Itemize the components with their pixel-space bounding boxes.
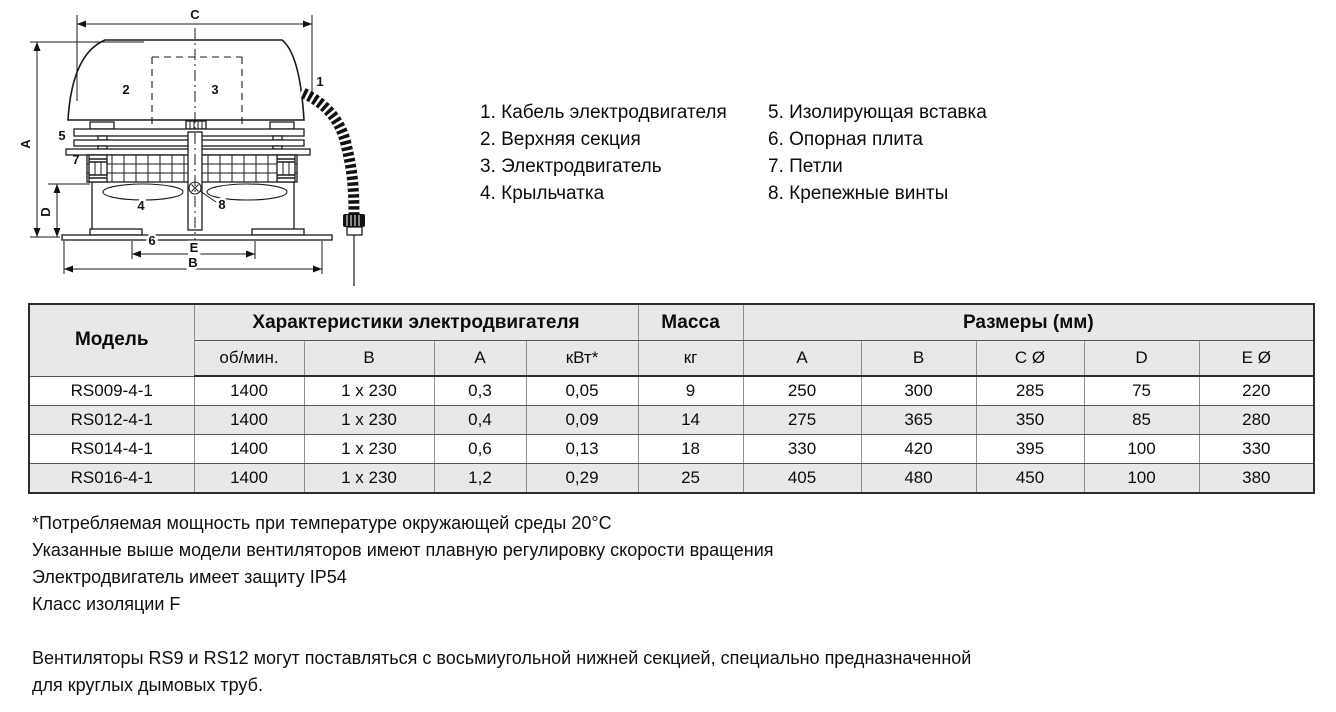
cell: 85 <box>1084 406 1199 435</box>
cell: 275 <box>743 406 861 435</box>
legend-item: 8. Крепежные винты <box>768 183 949 204</box>
cell: 0,3 <box>434 376 526 406</box>
cell-model: RS009-4-1 <box>29 376 194 406</box>
cell: 75 <box>1084 376 1199 406</box>
legend-item: 4. Крыльчатка <box>480 183 605 204</box>
spec-table <box>28 303 1315 494</box>
part-label-7: 7 <box>72 152 80 167</box>
cell: 380 <box>1199 464 1314 494</box>
dim-label-D: D <box>38 207 53 217</box>
part-label-8: 8 <box>218 197 226 212</box>
cell: 285 <box>976 376 1084 406</box>
parts-legend-col2 <box>768 99 987 207</box>
table-row <box>29 464 1314 494</box>
col-header-dim-d: D <box>1084 341 1199 377</box>
col-header-amp: А <box>434 341 526 377</box>
cell: 1400 <box>194 464 304 494</box>
cell: 1 x 230 <box>304 464 434 494</box>
part-label-1: 1 <box>316 74 324 89</box>
col-header-dim-a: A <box>743 341 861 377</box>
col-group-motor: Характеристики электродвигателя <box>194 304 638 341</box>
col-group-mass: Масса <box>638 304 743 341</box>
cable-gland <box>343 214 365 227</box>
col-header-volt: В <box>304 341 434 377</box>
footnotes <box>32 510 774 618</box>
dim-label-B: B <box>188 255 198 270</box>
part-label-4: 4 <box>137 198 145 213</box>
cell: 0,13 <box>526 435 638 464</box>
footnote-line: Электродвигатель имеет защиту IP54 <box>32 567 347 587</box>
cell: 100 <box>1084 464 1199 494</box>
fan-diagram <box>2 2 442 302</box>
legend-item: 5. Изолирующая вставка <box>768 102 987 123</box>
part-label-6: 6 <box>148 233 156 248</box>
note-line: Вентиляторы RS9 и RS12 могут поставляться с восьмиугольной нижней секцией, специально предназначенной <box>32 648 972 668</box>
table-row <box>29 376 1314 406</box>
footnote-line: *Потребляемая мощность при температуре окружающей среды 20°С <box>32 513 612 533</box>
cell: 9 <box>638 376 743 406</box>
cell: 350 <box>976 406 1084 435</box>
cell: 0,29 <box>526 464 638 494</box>
cell: 395 <box>976 435 1084 464</box>
cell-model: RS012-4-1 <box>29 406 194 435</box>
cell: 0,09 <box>526 406 638 435</box>
cell: 14 <box>638 406 743 435</box>
col-header-dim-b: B <box>861 341 976 377</box>
cell: 220 <box>1199 376 1314 406</box>
table-row <box>29 435 1314 464</box>
col-header-model: Модель <box>29 304 194 376</box>
col-header-kw: кВт* <box>526 341 638 377</box>
table-row <box>29 406 1314 435</box>
legend-item: 7. Петли <box>768 156 843 177</box>
cell: 420 <box>861 435 976 464</box>
cell: 365 <box>861 406 976 435</box>
cell: 250 <box>743 376 861 406</box>
note-line: для круглых дымовых труб. <box>32 675 263 695</box>
cell: 1,2 <box>434 464 526 494</box>
col-header-rpm: об/мин. <box>194 341 304 377</box>
cell: 1400 <box>194 376 304 406</box>
cell: 480 <box>861 464 976 494</box>
octagonal-note <box>32 645 971 699</box>
dim-label-E: E <box>189 240 199 255</box>
legend-item: 1. Кабель электродвигателя <box>480 102 727 123</box>
part-label-3: 3 <box>211 82 219 97</box>
col-header-dim-e: E Ø <box>1199 341 1314 377</box>
cell: 1 x 230 <box>304 435 434 464</box>
footnote-line: Указанные выше модели вентиляторов имеют плавную регулировку скорости вращения <box>32 540 774 560</box>
cell: 100 <box>1084 435 1199 464</box>
top-section-outline <box>68 40 304 120</box>
cell: 1400 <box>194 406 304 435</box>
cell: 1400 <box>194 435 304 464</box>
cell: 0,05 <box>526 376 638 406</box>
cell: 1 x 230 <box>304 376 434 406</box>
cell: 0,6 <box>434 435 526 464</box>
cell: 330 <box>743 435 861 464</box>
cell: 0,4 <box>434 406 526 435</box>
cell-model: RS016-4-1 <box>29 464 194 494</box>
cell: 1 x 230 <box>304 406 434 435</box>
parts-legend-col1 <box>480 99 727 207</box>
dim-label-C: C <box>190 7 200 22</box>
footnote-line: Класс изоляции F <box>32 594 181 614</box>
cell: 405 <box>743 464 861 494</box>
cell: 330 <box>1199 435 1314 464</box>
col-header-dim-c: C Ø <box>976 341 1084 377</box>
col-header-kg: кг <box>638 341 743 377</box>
col-group-dimensions: Размеры (мм) <box>743 304 1314 341</box>
part-label-2: 2 <box>122 82 130 97</box>
part-label-5: 5 <box>58 128 66 143</box>
cell: 450 <box>976 464 1084 494</box>
legend-item: 6. Опорная плита <box>768 129 923 150</box>
cell: 18 <box>638 435 743 464</box>
cell: 300 <box>861 376 976 406</box>
cell: 280 <box>1199 406 1314 435</box>
cell: 25 <box>638 464 743 494</box>
legend-item: 2. Верхняя секция <box>480 129 641 150</box>
legend-item: 3. Электродвигатель <box>480 156 662 177</box>
dim-label-A: A <box>18 139 33 149</box>
cell-model: RS014-4-1 <box>29 435 194 464</box>
